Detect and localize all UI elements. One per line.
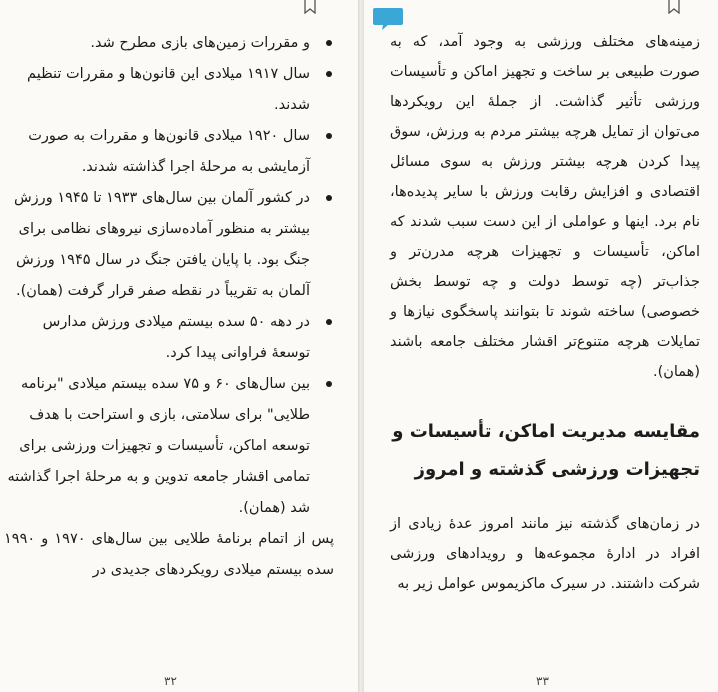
list-item: سال ۱۹۱۷ میلادی این قانون‌ها و مقررات تنظیم شدند. [4,59,334,121]
list-item: و مقررات زمین‌های بازی مطرح شد. [4,28,334,59]
section-heading: مقایسه مدیریت اماکن، تأسیسات و تجهیزات ورزشی گذشته و امروز [392,421,700,480]
note-comment-icon[interactable] [372,6,404,32]
left-paragraph: پس از اتمام برنامهٔ طلایی بین سال‌های ۱۹۷۰ و ۱۹۹۰ سده بیستم میلادی رویکردهای جدیدی در [4,531,334,578]
page-number-right: ۳۳ [536,674,549,688]
right-paragraph-2: در زمان‌های گذشته نیز مانند امروز عدهٔ زیادی از افراد در ادارهٔ مجموعه‌ها و رویدادهای ورزشی شرکت داشتند. در سیرک ماکزیموس عوامل زیر به [390,516,700,592]
bullet-list [4,28,334,524]
bullet-dot [326,40,332,46]
left-page-text [4,28,334,586]
bullet-dot [326,133,332,139]
bookmark-icon[interactable] [304,0,316,14]
bullet-dot [326,381,332,387]
right-page-text [390,27,700,599]
right-paragraph-1: زمینه‌های مختلف ورزشی به وجود آمد، که به صورت طبیعی بر ساخت و تجهیز اماکن و تأسیسات ورزشی تأثیر گذاشت. از جملهٔ این رویکردها می‌توان از تمایل هرچه بیشتر مردم به ورزش، سوق پیدا کردن هرچه بیشتر ورزش به سوی مسائل اقتصادی و افزایش رقابت ورزش با سایر پدیده‌ها، نام برد. اینها و عواملی از این دست سبب شدند که اماکن، تأسیسات و تجهیزات هرچه مدرن‌تر و جذاب‌تر (چه توسط دولت و چه توسط بخش خصوصی) ساخته شوند تا بتوانند پاسخگوی نیازها و تمایلات هرچه متنوع‌تر اقشار مختلف جامعه باشند (همان). [390,34,700,380]
bullet-dot [326,319,332,325]
list-item: بین سال‌های ۶۰ و ۷۵ سده بیستم میلادی "برنامه طلایی" برای سلامتی، بازی و استراحت با هدف توسعه اماکن، تأسیسات و تجهیزات ورزشی برای تمامی اقشار جامعه تدوین و به مرحلهٔ اجرا گذاشته شد (همان). [4,369,334,524]
bullet-dot [326,195,332,201]
list-item: در کشور آلمان بین سال‌های ۱۹۳۳ تا ۱۹۴۵ ورزش بیشتر به منظور آماده‌سازی نیروهای نظامی برای جنگ بود. با پایان یافتن جنگ در سال ۱۹۴۵ ورزش آلمان به تقریباً در نقطه صفر قرار گرفت (همان). [4,183,334,307]
bullet-dot [326,71,332,77]
page-number-left: ۳۲ [164,674,177,688]
left-page [0,0,358,692]
bookmark-icon[interactable] [668,0,680,14]
list-item: سال ۱۹۲۰ میلادی قانون‌ها و مقررات به صورت آزمایشی به مرحلهٔ اجرا گذاشته شدند. [4,121,334,183]
list-item: در دهه ۵۰ سده بیستم میلادی ورزش مدارس توسعهٔ فراوانی پیدا کرد. [4,307,334,369]
